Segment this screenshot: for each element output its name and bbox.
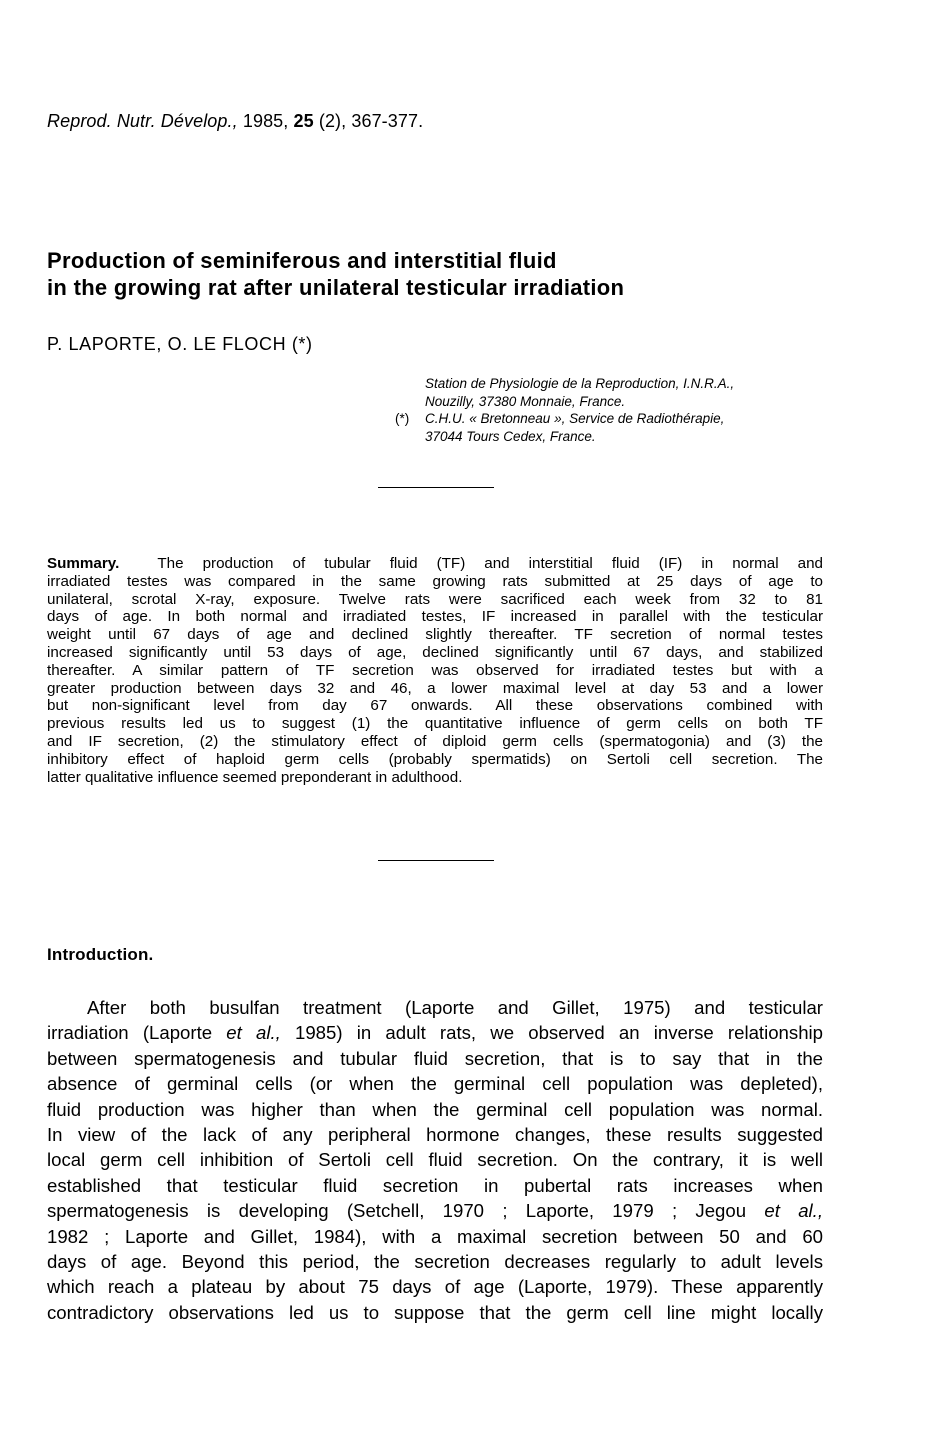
intro-line [47, 1198, 823, 1223]
summary-heading: Summary. [47, 555, 120, 572]
summary-line: latter qualitative influence seemed preponderant in adulthood. [47, 768, 463, 786]
affiliation-line: 37044 Tours Cedex, France. [425, 428, 596, 444]
introduction-heading: Introduction. [47, 945, 154, 964]
title-line-1: Production of seminiferous and interstitial fluid [47, 248, 557, 273]
intro-line: contradictory observations led us to suppose that the germ cell line might locally [47, 1301, 823, 1323]
summary-line: The production of tubular fluid (TF) and interstitial fluid (IF) in normal and [157, 555, 823, 572]
journal-citation [47, 111, 423, 132]
intro-line: days of age. Beyond this period, the secretion decreases regularly to adult levels [47, 1251, 823, 1273]
intro-line: After both busulfan treatment (Laporte and Gillet, 1975) and testicular [87, 997, 823, 1018]
intro-line: established that testicular fluid secretion in pubertal rats increases when [47, 1174, 823, 1196]
section-divider [378, 487, 494, 488]
summary-line: inhibitory effect of haploid germ cells (probably spermatids) on Sertoli cell secretion. The [47, 750, 823, 768]
citation-issue-pages: (2), 367-377. [318, 111, 424, 131]
affiliations [395, 375, 845, 445]
intro-line: which reach a plateau by about 75 days of age (Laporte, 1979). These apparently [47, 1276, 823, 1298]
citation-volume: 25 [293, 111, 314, 131]
summary-line: greater production between days 32 and 46, a lower maximal level at day 53 and a lower [47, 679, 823, 697]
section-divider [378, 860, 494, 861]
paper-title [47, 247, 887, 301]
summary-line: weight until 67 days of age and declined slightly thereafter. TF secretion of normal testes [47, 626, 823, 644]
intro-line: 1982 ; Laporte and Gillet, 1984), with a maximal secretion between 50 and 60 [47, 1225, 823, 1247]
title-line-2: in the growing rat after unilateral testicular irradiation [47, 275, 625, 300]
affiliation-line: C.H.U. « Bretonneau », Service de Radiothérapie, [425, 411, 725, 426]
affiliation-line: Station de Physiologie de la Reproduction, I.N.R.A., [425, 376, 735, 391]
citation-year: 1985, [242, 111, 289, 131]
journal-name: Reprod. Nutr. Dévelop., [47, 111, 238, 131]
intro-line: fluid production was higher than when the germinal cell population was normal. [47, 1098, 823, 1120]
summary-abstract [47, 555, 823, 786]
summary-line: but non-significant level from day 67 onwards. All these observations combined with [47, 697, 823, 715]
summary-line: irradiated testes was compared in the same growing rats submitted at 25 days of age to [47, 572, 823, 590]
intro-line: absence of germinal cells (or when the germinal cell population was depleted), [47, 1073, 823, 1095]
intro-text-italic: et al., [764, 1200, 823, 1222]
summary-line: thereafter. A similar pattern of TF secretion was observed for irradiated testes but with a [47, 661, 823, 679]
intro-line: local germ cell inhibition of Sertoli cell fluid secretion. On the contrary, it is well [47, 1149, 823, 1171]
intro-line: between spermatogenesis and tubular fluid secretion, that is to say that in the [47, 1047, 823, 1069]
affiliation-line: Nouzilly, 37380 Monnaie, France. [425, 393, 626, 409]
summary-line: increased significantly until 53 days of age, declined significantly until 67 days, and stabilized [47, 643, 823, 661]
intro-text: 1985) in adult rats, we observed an inverse relationship [280, 1022, 824, 1044]
intro-line [47, 1020, 823, 1045]
intro-text: spermatogenesis is developing (Setchell, 1970 ; Laporte, 1979 ; Jegou [47, 1200, 765, 1222]
authors: P. LAPORTE, O. LE FLOCH (*) [47, 334, 313, 354]
summary-line: and IF secretion, (2) the stimulatory effect of diploid germ cells (spermatogonia) and (3) the [47, 732, 823, 750]
intro-line: In view of the lack of any peripheral hormone changes, these results suggested [47, 1124, 823, 1146]
summary-line: unilateral, scrotal X-ray, exposure. Twelve rats were sacrificed each week from 32 to 81 [47, 590, 823, 608]
introduction-body [47, 995, 823, 1325]
intro-text-italic: et al., [226, 1022, 281, 1044]
summary-line: days of age. In both normal and irradiated testes, IF increased in parallel with the testicular [47, 608, 823, 626]
intro-text: irradiation (Laporte [47, 1022, 227, 1044]
affiliation-mark: (*) [395, 411, 410, 426]
summary-line: previous results led us to suggest (1) the quantitative influence of germ cells on both TF [47, 715, 823, 733]
